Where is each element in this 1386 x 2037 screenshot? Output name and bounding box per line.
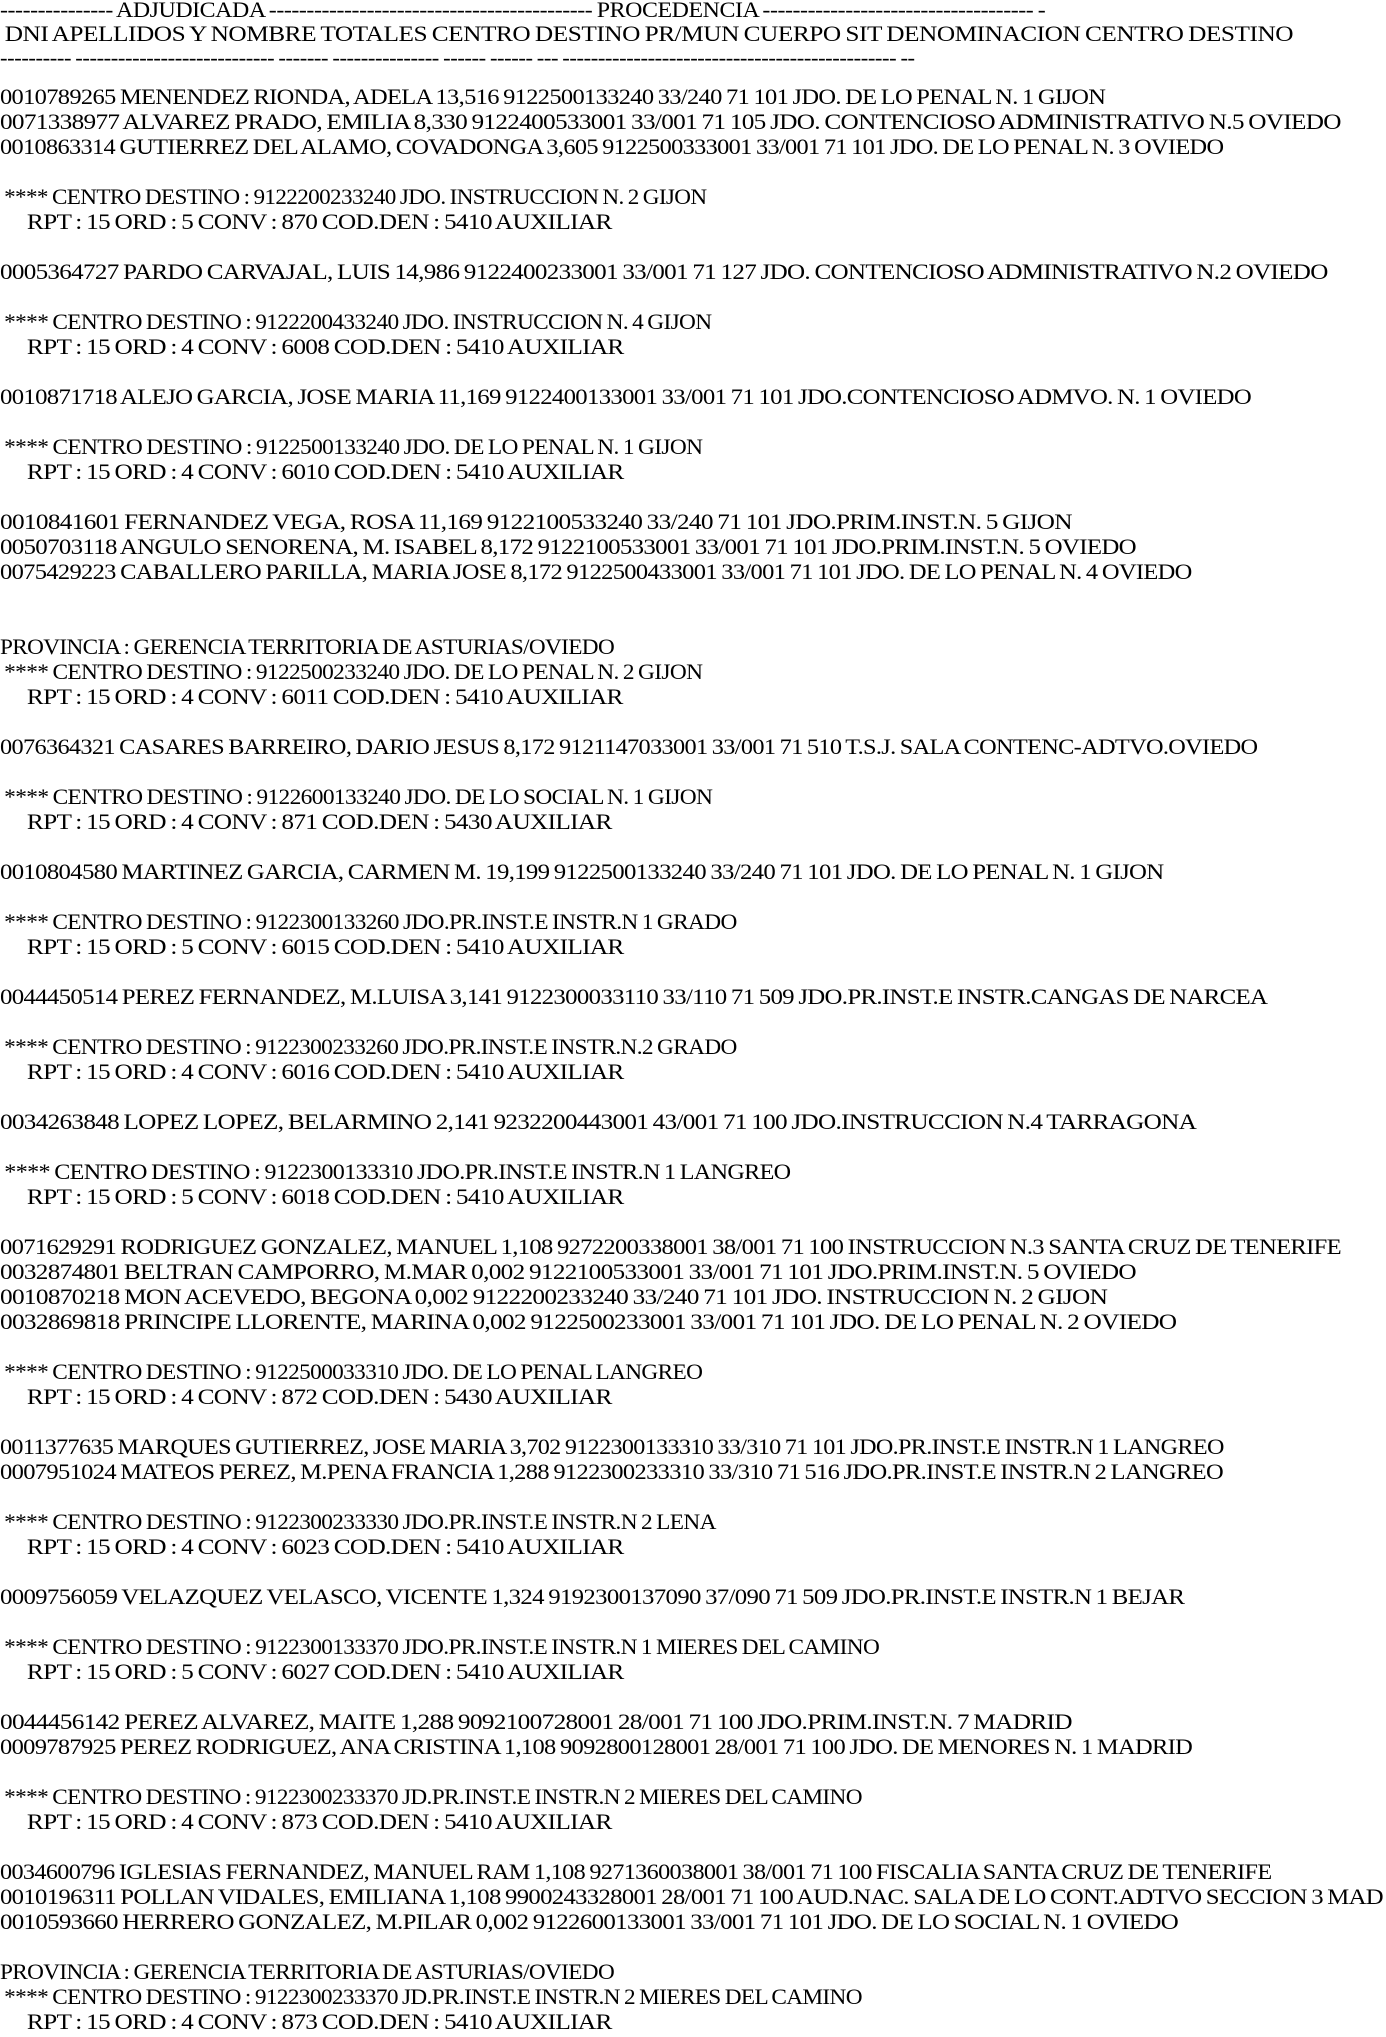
rpt-details: RPT : 15 ORD : 4 CONV : 872 COD.DEN : 5430 AUXILIAR	[0, 1384, 612, 1409]
rpt-details: RPT : 15 ORD : 5 CONV : 6015 COD.DEN : 5410 AUXILIAR	[0, 934, 624, 959]
table-row: 0071338977 ALVAREZ PRADO, EMILIA 8,330 9122400533001 33/001 71 105 JDO. CONTENCIOSO ADMINISTRATIVO N.5 OVIEDO	[0, 109, 1341, 134]
rpt-details: RPT : 15 ORD : 4 CONV : 6011 COD.DEN : 5410 AUXILIAR	[0, 684, 623, 709]
table-row: 0010841601 FERNANDEZ VEGA, ROSA 11,169 9122100533240 33/240 71 101 JDO.PRIM.INST.N. 5 GIJON	[0, 509, 1072, 534]
table-row: 0032874801 BELTRAN CAMPORRO, M.MAR 0,002 9122100533001 33/001 71 101 JDO.PRIM.INST.N. 5 OVIEDO	[0, 1259, 1136, 1284]
centro-destino-heading: **** CENTRO DESTINO : 9122300233260 JDO.PR.INST.E INSTR.N.2 GRADO	[0, 1034, 737, 1059]
table-row: 0071629291 RODRIGUEZ GONZALEZ, MANUEL 1,108 9272200338001 38/001 71 100 INSTRUCCION N.3 SANTA CRUZ DE TENERIFE	[0, 1234, 1341, 1259]
centro-destino-heading: **** CENTRO DESTINO : 9122500233240 JDO. DE LO PENAL N. 2 GIJON	[0, 659, 703, 684]
centro-destino-heading: **** CENTRO DESTINO : 9122200233240 JDO. INSTRUCCION N. 2 GIJON	[0, 184, 707, 209]
table-row: 0007951024 MATEOS PEREZ, M.PENA FRANCIA 1,288 9122300233310 33/310 71 516 JDO.PR.INST.E INSTR.N 2 LANGREO	[0, 1459, 1224, 1484]
table-row: 0032869818 PRINCIPE LLORENTE, MARINA 0,002 9122500233001 33/001 71 101 JDO. DE LO PENAL N. 2 OVIEDO	[0, 1309, 1177, 1334]
table-row: 0010871718 ALEJO GARCIA, JOSE MARIA 11,169 9122400133001 33/001 71 101 JDO.CONTENCIOSO ADMVO. N. 1 OVIEDO	[0, 384, 1252, 409]
rpt-details: RPT : 15 ORD : 4 CONV : 871 COD.DEN : 5430 AUXILIAR	[0, 809, 612, 834]
header-dash-line: --------------- ADJUDICADA ------------------------------------------- PROCEDENCIA ------------------------------------ -	[0, 0, 1046, 22]
table-row: 0075429223 CABALLERO PARILLA, MARIA JOSE 8,172 9122500433001 33/001 71 101 JDO. DE LO PENAL N. 4 OVIEDO	[0, 559, 1192, 584]
table-row: 0034263848 LOPEZ LOPEZ, BELARMINO 2,141 9232200443001 43/001 71 100 JDO.INSTRUCCION N.4 TARRAGONA	[0, 1109, 1197, 1134]
table-row: 0010196311 POLLAN VIDALES, EMILIANA 1,108 9900243328001 28/001 71 100 AUD.NAC. SALA DE LO CONT.ADTVO SECCION 3 MAD	[0, 1884, 1383, 1909]
header-underline: ---------- ---------------------------- ------- --------------- ------ ------ --- ----------------------------------------------- --	[0, 45, 915, 70]
table-row: 0050703118 ANGULO SENORENA, M. ISABEL 8,172 9122100533001 33/001 71 101 JDO.PRIM.INST.N. 5 OVIEDO	[0, 534, 1136, 559]
centro-destino-heading: **** CENTRO DESTINO : 9122300233370 JD.PR.INST.E INSTR.N 2 MIERES DEL CAMINO	[0, 1984, 862, 2009]
table-row: 0011377635 MARQUES GUTIERREZ, JOSE MARIA 3,702 9122300133310 33/310 71 101 JDO.PR.INST.E INSTR.N 1 LANGREO	[0, 1434, 1224, 1459]
centro-destino-heading: **** CENTRO DESTINO : 9122300133260 JDO.PR.INST.E INSTR.N 1 GRADO	[0, 909, 737, 934]
table-row: 0044456142 PEREZ ALVAREZ, MAITE 1,288 9092100728001 28/001 71 100 JDO.PRIM.INST.N. 7 MADRID	[0, 1709, 1072, 1734]
table-row: 0010870218 MON ACEVEDO, BEGONA 0,002 9122200233240 33/240 71 101 JDO. INSTRUCCION N. 2 GIJON	[0, 1284, 1108, 1309]
provincia-heading: PROVINCIA : GERENCIA TERRITORIA DE ASTURIAS/OVIEDO	[0, 1959, 615, 1984]
table-row: 0076364321 CASARES BARREIRO, DARIO JESUS 8,172 9121147033001 33/001 71 510 T.S.J. SALA CONTENC-ADTVO.OVIEDO	[0, 734, 1258, 759]
table-row: 0034600796 IGLESIAS FERNANDEZ, MANUEL RAM 1,108 9271360038001 38/001 71 100 FISCALIA SANTA CRUZ DE TENERIFE	[0, 1859, 1272, 1884]
rpt-details: RPT : 15 ORD : 4 CONV : 6023 COD.DEN : 5410 AUXILIAR	[0, 1534, 624, 1559]
rpt-details: RPT : 15 ORD : 5 CONV : 6018 COD.DEN : 5410 AUXILIAR	[0, 1184, 624, 1209]
centro-destino-heading: **** CENTRO DESTINO : 9122300233330 JDO.PR.INST.E INSTR.N 2 LENA	[0, 1509, 716, 1534]
rpt-details: RPT : 15 ORD : 5 CONV : 6027 COD.DEN : 5410 AUXILIAR	[0, 1659, 624, 1684]
table-row: 0009787925 PEREZ RODRIGUEZ, ANA CRISTINA 1,108 9092800128001 28/001 71 100 JDO. DE MENORES N. 1 MADRID	[0, 1734, 1193, 1759]
centro-destino-heading: **** CENTRO DESTINO : 9122600133240 JDO. DE LO SOCIAL N. 1 GIJON	[0, 784, 713, 809]
rpt-details: RPT : 15 ORD : 5 CONV : 870 COD.DEN : 5410 AUXILIAR	[0, 209, 612, 234]
column-headers: DNI APELLIDOS Y NOMBRE TOTALES CENTRO DESTINO PR/MUN CUERPO SIT DENOMINACION CENTRO DESTINO	[0, 21, 1294, 46]
rpt-details: RPT : 15 ORD : 4 CONV : 873 COD.DEN : 5410 AUXILIAR	[0, 2009, 612, 2034]
provincia-heading: PROVINCIA : GERENCIA TERRITORIA DE ASTURIAS/OVIEDO	[0, 634, 615, 659]
table-row: 0009756059 VELAZQUEZ VELASCO, VICENTE 1,324 9192300137090 37/090 71 509 JDO.PR.INST.E INSTR.N 1 BEJAR	[0, 1584, 1185, 1609]
rpt-details: RPT : 15 ORD : 4 CONV : 6010 COD.DEN : 5410 AUXILIAR	[0, 459, 624, 484]
table-row: 0010593660 HERRERO GONZALEZ, M.PILAR 0,002 9122600133001 33/001 71 101 JDO. DE LO SOCIAL N. 1 OVIEDO	[0, 1909, 1179, 1934]
centro-destino-heading: **** CENTRO DESTINO : 9122200433240 JDO. INSTRUCCION N. 4 GIJON	[0, 309, 712, 334]
rpt-details: RPT : 15 ORD : 4 CONV : 6008 COD.DEN : 5410 AUXILIAR	[0, 334, 624, 359]
centro-destino-heading: **** CENTRO DESTINO : 9122300133370 JDO.PR.INST.E INSTR.N 1 MIERES DEL CAMINO	[0, 1634, 880, 1659]
centro-destino-heading: **** CENTRO DESTINO : 9122500133240 JDO. DE LO PENAL N. 1 GIJON	[0, 434, 703, 459]
rpt-details: RPT : 15 ORD : 4 CONV : 6016 COD.DEN : 5410 AUXILIAR	[0, 1059, 624, 1084]
table-row: 0044450514 PEREZ FERNANDEZ, M.LUISA 3,141 9122300033110 33/110 71 509 JDO.PR.INST.E INSTR.CANGAS DE NARCEA	[0, 984, 1268, 1009]
centro-destino-heading: **** CENTRO DESTINO : 9122300133310 JDO.PR.INST.E INSTR.N 1 LANGREO	[0, 1159, 791, 1184]
table-row: 0010789265 MENENDEZ RIONDA, ADELA 13,516 9122500133240 33/240 71 101 JDO. DE LO PENAL N. 1 GIJON	[0, 84, 1106, 109]
table-row: 0010863314 GUTIERREZ DEL ALAMO, COVADONGA 3,605 9122500333001 33/001 71 101 JDO. DE LO PENAL N. 3 OVIEDO	[0, 134, 1224, 159]
rpt-details: RPT : 15 ORD : 4 CONV : 873 COD.DEN : 5410 AUXILIAR	[0, 1809, 612, 1834]
table-row: 0005364727 PARDO CARVAJAL, LUIS 14,986 9122400233001 33/001 71 127 JDO. CONTENCIOSO ADMINISTRATIVO N.2 OVIEDO	[0, 259, 1328, 284]
centro-destino-heading: **** CENTRO DESTINO : 9122500033310 JDO. DE LO PENAL LANGREO	[0, 1359, 703, 1384]
table-row: 0010804580 MARTINEZ GARCIA, CARMEN M. 19,199 9122500133240 33/240 71 101 JDO. DE LO PENAL N. 1 GIJON	[0, 859, 1164, 884]
centro-destino-heading: **** CENTRO DESTINO : 9122300233370 JD.PR.INST.E INSTR.N 2 MIERES DEL CAMINO	[0, 1784, 862, 1809]
